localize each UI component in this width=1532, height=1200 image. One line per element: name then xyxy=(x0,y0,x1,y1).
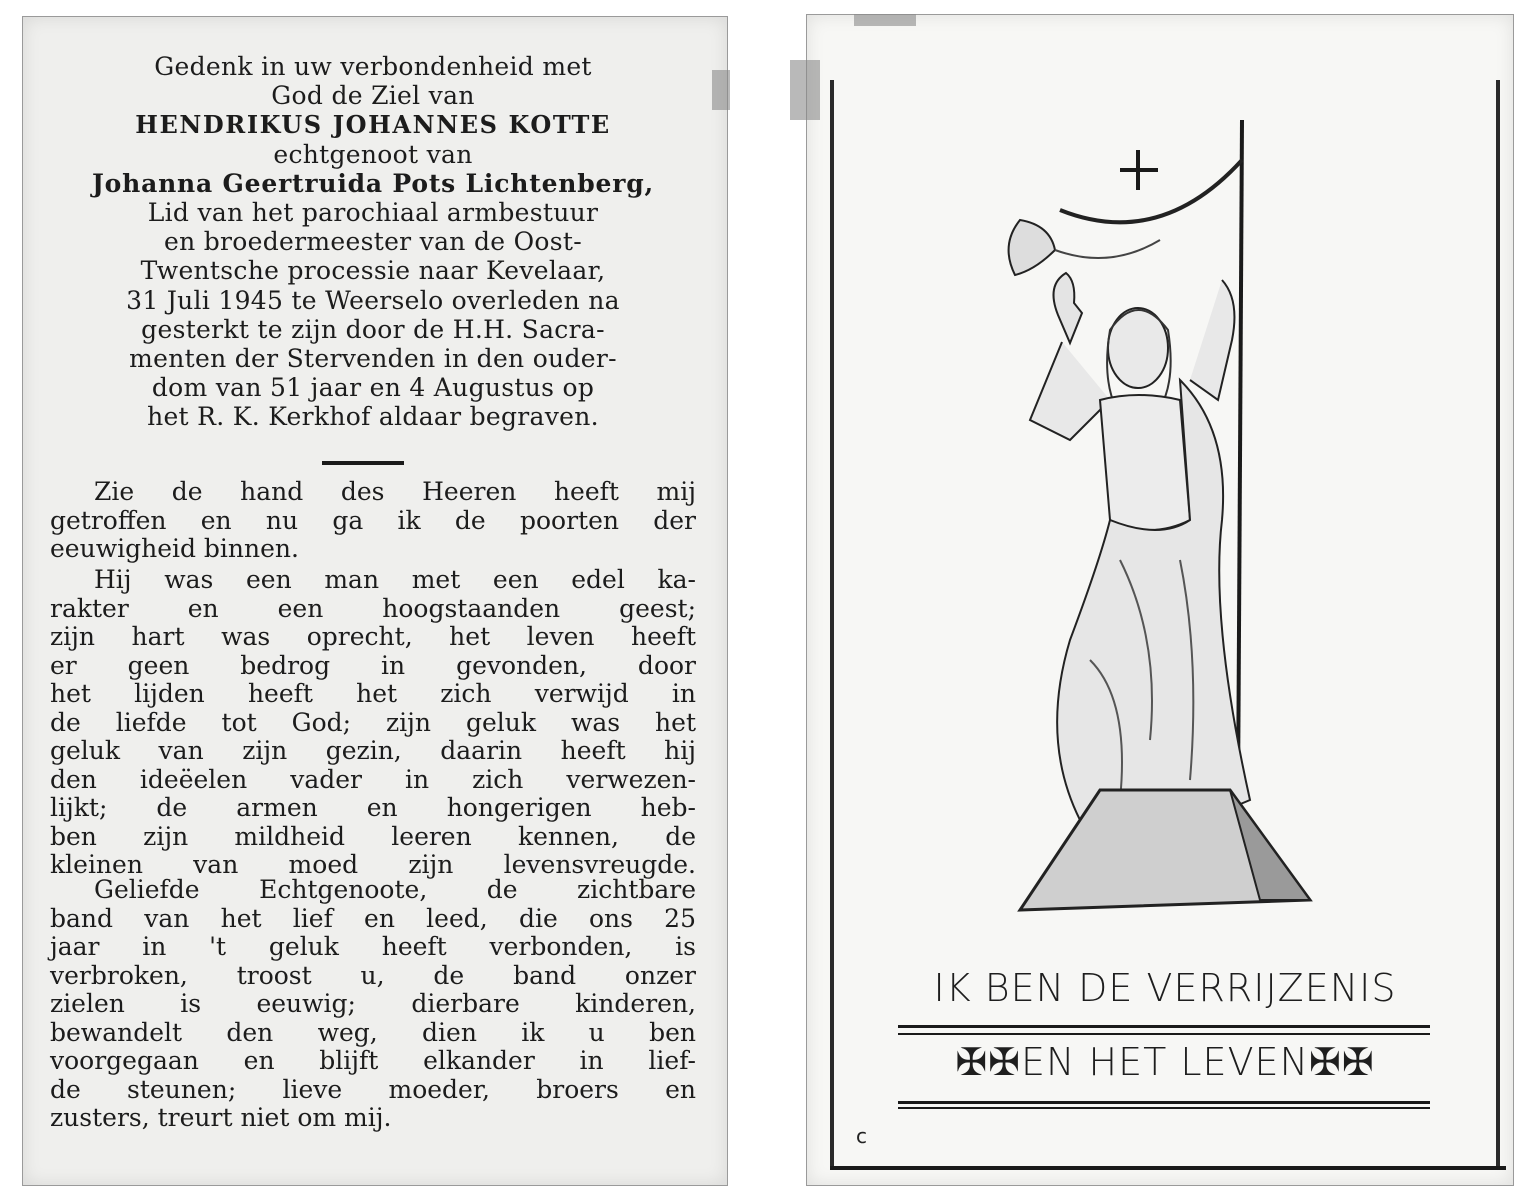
tape-mark xyxy=(790,60,820,120)
text-line: zijn hart was oprecht, het leven heeft xyxy=(50,622,696,651)
text-line: eeuwigheid binnen. xyxy=(50,534,299,563)
spouse-name: Johanna Geertruida Pots Lichtenberg, xyxy=(91,168,654,198)
caption-rule xyxy=(898,1025,1430,1028)
text-line: het lijden heeft het zich verwijd in xyxy=(50,679,696,708)
text-line: ben zijn mildheid leeren kennen, de xyxy=(50,821,696,851)
caption-rule xyxy=(898,1107,1430,1109)
caption-rule xyxy=(898,1101,1430,1104)
heading-line: Lid van het parochiaal armbestuur xyxy=(147,198,599,228)
heading-line: echtgenoot van xyxy=(273,139,473,169)
frame-bottom-border xyxy=(830,1166,1506,1170)
heading-line: gesterkt te zijn door de H.H. Sacra- xyxy=(141,314,605,344)
paragraph-2 xyxy=(50,566,696,880)
risen-christ-with-banner-icon xyxy=(960,100,1360,960)
text-line: voorgegaan en blijft elkander in lief- xyxy=(50,1046,696,1075)
tape-mark xyxy=(854,14,916,26)
heading-line: menten der Stervenden in den ouder- xyxy=(129,344,617,374)
heading-line: 31 Juli 1945 te Weerselo overleden na xyxy=(126,285,620,315)
heading-line: Gedenk in uw verbondenheid met xyxy=(154,52,592,81)
text-line: de steunen; lieve moeder, broers en xyxy=(50,1074,696,1104)
text-line: zusters, treurt niet om mij. xyxy=(50,1103,392,1132)
text-line: band van het lief en leed, die ons 25 xyxy=(50,903,696,933)
caption-rule xyxy=(898,1033,1430,1035)
text-line: geluk van zijn gezin, daarin heeft hij xyxy=(50,736,696,765)
text-line: lijkt; de armen en hongerigen heb- xyxy=(50,793,696,822)
heading-line: Twentsche processie naar Kevelaar, xyxy=(140,256,606,286)
caption-line-1: IK BEN DE VERRIJZENIS xyxy=(933,966,1397,1010)
corner-mark: c xyxy=(856,1124,867,1148)
heading-line: dom van 51 jaar en 4 Augustus op xyxy=(151,373,595,403)
text-line: getroffen en nu ga ik de poorten der xyxy=(50,505,696,535)
text-line: Geliefde Echtgenoote, de zichtbare xyxy=(94,875,696,904)
caption-line-2: ✠✠EN HET LEVEN✠✠ xyxy=(955,1040,1375,1084)
text-line: zielen is eeuwig; dierbare kinderen, xyxy=(50,989,696,1018)
deceased-name: HENDRIKUS JOHANNES KOTTE xyxy=(135,110,611,140)
text-line: Hij was een man met een edel ka- xyxy=(94,565,696,594)
text-line: de liefde tot God; zijn geluk was het xyxy=(50,707,696,737)
heading-line: en broedermeester van de Oost- xyxy=(164,227,582,257)
paragraph-1 xyxy=(50,478,696,564)
paragraph-3 xyxy=(50,876,696,1133)
text-line: er geen bedrog in gevonden, door xyxy=(50,650,696,680)
section-divider xyxy=(322,461,404,465)
text-line: bewandelt den weg, dien ik u ben xyxy=(50,1017,696,1047)
text-line: verbroken, troost u, de band onzer xyxy=(50,960,696,990)
tape-mark xyxy=(712,70,730,110)
frame-right-border xyxy=(1496,80,1500,1170)
text-line: kleinen van moed zijn levensvreugde. xyxy=(50,850,696,879)
text-line: den ideëelen vader in zich verwezen- xyxy=(50,764,696,794)
text-line: rakter en een hoogstaanden geest; xyxy=(50,593,696,623)
frame-left-border xyxy=(830,80,834,1170)
heading-line: God de Ziel van xyxy=(271,81,475,111)
text-line: Zie de hand des Heeren heeft mij xyxy=(94,477,696,506)
heading-line: het R. K. Kerkhof aldaar begraven. xyxy=(147,402,599,432)
memorial-heading xyxy=(50,52,696,432)
text-line: jaar in 't geluk heeft verbonden, is xyxy=(50,932,696,961)
